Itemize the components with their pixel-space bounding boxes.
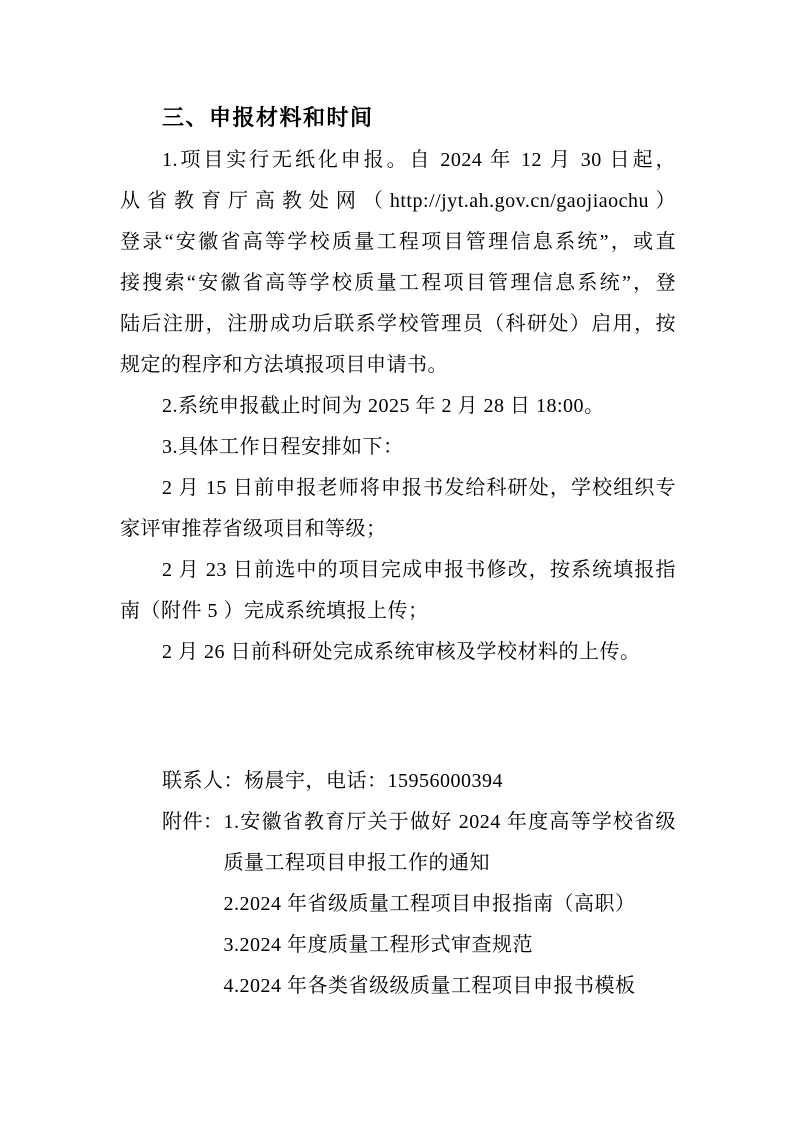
paragraph [120,468,676,550]
text-line: 陆后注册，注册成功后联系学校管理员（科研处）启用，按 [120,313,676,335]
text-line: 登录“安徽省高等学校质量工程项目管理信息系统”，或直 [120,231,676,253]
attachment-item: 3.2024 年度质量工程形式审查规范 [223,934,533,956]
text-line: 规定的程序和方法填报项目申请书。 [120,354,448,376]
text-line: 2 月 15 日前申报老师将申报书发给科研处，学校组织专 [162,477,676,499]
attachments-label: 附件： [162,811,224,833]
text-line: 2.系统申报截止时间为 2025 年 2 月 28 日 18:00。 [162,395,605,417]
attachments-block [120,802,676,1007]
text-line: 从省教育厅高教处网（http://jyt.ah.gov.cn/gaojiaochu） [120,190,676,212]
contact-line: 联系人：杨晨宇，电话：15956000394 [162,770,503,792]
paragraph [120,632,676,673]
section-heading: 三、申报材料和时间 [162,105,374,130]
text-line: 3.具体工作日程安排如下： [162,436,404,458]
paragraph [120,427,676,468]
blank-gap [120,673,676,761]
text-line: 家评审推荐省级项目和等级； [120,518,387,540]
attachment-item: 2.2024 年省级质量工程项目申报指南（高职） [223,893,636,915]
paragraph [120,550,676,632]
attachments-list [224,802,677,1007]
attachment-item: 1.安徽省教育厅关于做好 2024 年度高等学校省级质量工程项目申报工作的通知 [223,811,676,874]
text-line: 2 月 26 日前科研处完成系统审核及学校材料的上传。 [162,641,641,663]
body-paragraphs [120,140,676,673]
text-line: 1.项目实行无纸化申报。自 2024 年 12 月 30 日起， [162,149,676,171]
text-line: 接搜索“安徽省高等学校质量工程项目管理信息系统”，登 [120,272,676,294]
text-line: 2 月 23 日前选中的项目完成申报书修改，按系统填报指 [162,559,676,581]
paragraph [120,386,676,427]
attachment-item: 4.2024 年各类省级级质量工程项目申报书模板 [223,975,636,997]
text-line: 南（附件 5 ）完成系统填报上传； [120,600,429,622]
document-content [120,96,676,1007]
paragraph [120,140,676,386]
